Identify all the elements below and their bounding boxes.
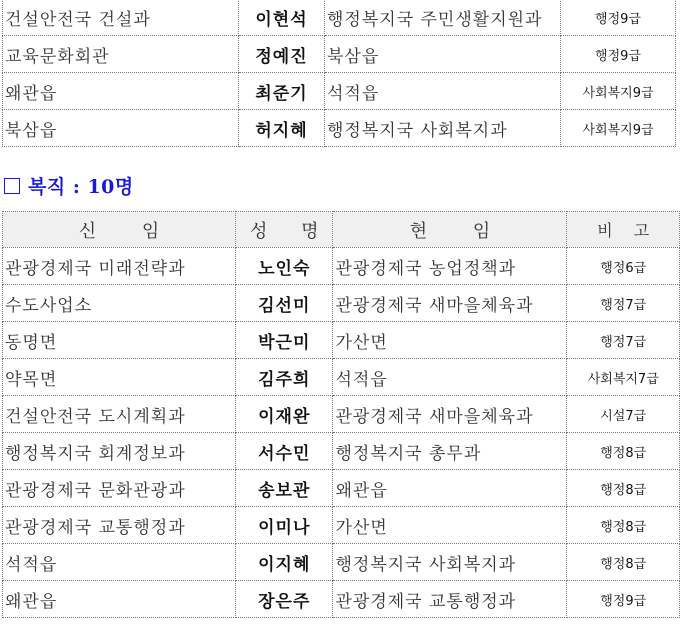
cell-current-post: 석적읍	[325, 73, 561, 110]
cell-current-post: 행정복지국 사회복지과	[333, 544, 567, 581]
cell-new-post: 관광경제국 미래전략과	[3, 248, 236, 285]
cell-note: 행정8급	[567, 507, 680, 544]
cell-new-post: 교육문화회관	[3, 36, 239, 73]
table-row	[3, 110, 676, 147]
header-new-post: 신 임	[3, 212, 236, 248]
cell-current-post: 행정복지국 주민생활지원과	[325, 0, 561, 36]
table-row	[3, 581, 680, 618]
table-row	[3, 544, 680, 581]
cell-note: 사회복지9급	[561, 110, 676, 147]
cell-current-post: 왜관읍	[333, 470, 567, 507]
cell-name: 김주희	[235, 359, 333, 396]
cell-name: 허지혜	[239, 110, 325, 147]
cell-name: 이지혜	[235, 544, 333, 581]
cell-current-post: 행정복지국 사회복지과	[325, 110, 561, 147]
reinstatement-table-body	[3, 248, 680, 618]
header-current-post: 현 임	[333, 212, 567, 248]
cell-new-post: 약목면	[3, 359, 236, 396]
reinstatement-table	[2, 211, 680, 618]
section-title	[4, 172, 134, 199]
cell-new-post: 왜관읍	[3, 73, 239, 110]
table-row	[3, 248, 680, 285]
table-row	[3, 470, 680, 507]
cell-note: 행정9급	[567, 581, 680, 618]
cell-current-post: 행정복지국 총무과	[333, 433, 567, 470]
cell-note: 사회복지7급	[567, 359, 680, 396]
cell-note: 행정7급	[567, 285, 680, 322]
cell-note: 행정6급	[567, 248, 680, 285]
cell-name: 정예진	[239, 36, 325, 73]
header-note: 비 고	[567, 212, 680, 248]
table-row	[3, 36, 676, 73]
table-row	[3, 433, 680, 470]
cell-new-post: 관광경제국 문화관광과	[3, 470, 236, 507]
cell-current-post: 가산면	[333, 322, 567, 359]
cell-current-post: 관광경제국 교통행정과	[333, 581, 567, 618]
cell-note: 행정8급	[567, 470, 680, 507]
cell-current-post: 관광경제국 새마을체육과	[333, 396, 567, 433]
personnel-table-top	[2, 0, 676, 147]
cell-new-post: 석적읍	[3, 544, 236, 581]
table-row	[3, 359, 680, 396]
top-table-body	[3, 0, 676, 147]
cell-note: 행정8급	[567, 433, 680, 470]
cell-current-post: 가산면	[333, 507, 567, 544]
cell-name: 송보관	[235, 470, 333, 507]
cell-name: 최준기	[239, 73, 325, 110]
section-title-text: 복직 : 10명	[28, 176, 134, 198]
cell-current-post: 관광경제국 농업정책과	[333, 248, 567, 285]
cell-new-post: 행정복지국 회계정보과	[3, 433, 236, 470]
table-row	[3, 507, 680, 544]
cell-new-post: 관광경제국 교통행정과	[3, 507, 236, 544]
cell-new-post: 건설안전국 도시계획과	[3, 396, 236, 433]
cell-current-post: 관광경제국 새마을체육과	[333, 285, 567, 322]
cell-note: 행정7급	[567, 322, 680, 359]
cell-name: 노인숙	[235, 248, 333, 285]
table-header-row	[3, 212, 680, 248]
cell-name: 이현석	[239, 0, 325, 36]
cell-name: 서수민	[235, 433, 333, 470]
table-row	[3, 322, 680, 359]
cell-new-post: 건설안전국 건설과	[3, 0, 239, 36]
table-row	[3, 0, 676, 36]
cell-note: 행정8급	[567, 544, 680, 581]
table-row	[3, 73, 676, 110]
cell-note: 행정9급	[561, 0, 676, 36]
cell-new-post: 왜관읍	[3, 581, 236, 618]
table-row	[3, 285, 680, 322]
cell-note: 사회복지9급	[561, 73, 676, 110]
cell-name: 장은주	[235, 581, 333, 618]
cell-new-post: 수도사업소	[3, 285, 236, 322]
cell-note: 시설7급	[567, 396, 680, 433]
cell-new-post: 북삼읍	[3, 110, 239, 147]
cell-name: 이미나	[235, 507, 333, 544]
checkbox-square-icon	[4, 178, 20, 194]
header-name: 성 명	[235, 212, 333, 248]
cell-note: 행정9급	[561, 36, 676, 73]
table-row	[3, 396, 680, 433]
cell-name: 김선미	[235, 285, 333, 322]
cell-new-post: 동명면	[3, 322, 236, 359]
cell-current-post: 북삼읍	[325, 36, 561, 73]
cell-name: 박근미	[235, 322, 333, 359]
cell-current-post: 석적읍	[333, 359, 567, 396]
cell-name: 이재완	[235, 396, 333, 433]
